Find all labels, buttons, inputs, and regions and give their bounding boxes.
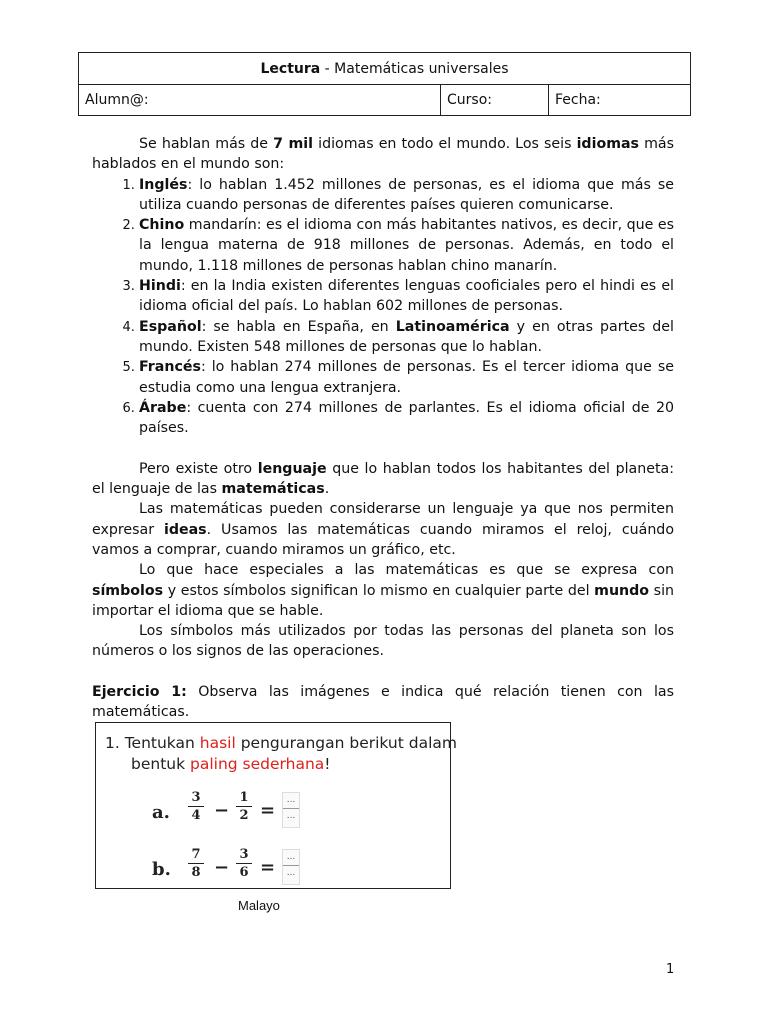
image-instruction-line1: 1. Tentukan hasil pengurangan berikut dalam — [105, 734, 457, 752]
paragraph-ideas: Las matemáticas pueden considerarse un lenguaje ya que nos permiten expresar ideas. Usamos las matemáticas cuando miramos el reloj, cuándo vamos a comprar, cuando miramos un gráfico, etc. — [92, 501, 674, 558]
page-number: 1 — [666, 962, 675, 977]
title-bold: Lectura — [260, 60, 321, 77]
languages-list — [92, 175, 674, 439]
list-item: 5. Francés: lo hablan 274 millones de personas. Es el tercer idioma que se estudia como una lengua extranjera. — [139, 357, 674, 398]
paragraph-lenguaje: Pero existe otro lenguaje que lo hablan todos los habitantes del planeta: el lenguaje de las matemáticas. — [92, 460, 674, 498]
paragraph-simbolos: Lo que hace especiales a las matemáticas es que se expresa con símbolos y estos símbolos significan lo mismo en cualquier parte del mundo sin importar el idioma que se hable. — [92, 562, 675, 619]
list-item: 2. Chino mandarín: es el idioma con más habitantes nativos, es decir, que es la lengua materna de 918 millones de personas. Además, en todo el mundo, 1.118 millones de personas hablan chino manarín. — [139, 215, 674, 276]
reading-text — [92, 134, 674, 723]
header-table — [78, 52, 691, 116]
worksheet-title — [79, 53, 691, 85]
fraction: $\frac{7}{8}$ — [188, 846, 204, 881]
answer-blank[interactable]: ... ... — [282, 849, 300, 885]
list-item: 4. Español: se habla en España, en Latinoamérica y en otras partes del mundo. Existen 548 millones de personas que lo hablan. — [139, 317, 674, 358]
intro-paragraph: Se hablan más de 7 mil idiomas en todo el mundo. Los seis idiomas más hablados en el mundo son: — [92, 136, 675, 173]
student-field[interactable]: Alumn@: — [79, 85, 441, 116]
answer-blank[interactable]: ... ... — [282, 792, 300, 828]
malay-exercise-image: 1. Tentukan hasil pengurangan berikut dalam bentuk paling sederhana! a. $\frac{3}{4}$ − $\frac{1}{2}$ = ... ... b. $\frac{7}{8}$ − $\frac{3}{6}$ = ... ... — [95, 722, 451, 889]
list-item: 1. Inglés: lo hablan 1.452 millones de personas, es el idioma que más se utiliza cuando personas de diferentes países quieren comunicarse. — [139, 175, 674, 216]
course-field[interactable]: Curso: — [441, 85, 549, 116]
image-caption: Malayo — [238, 898, 280, 913]
date-field[interactable]: Fecha: — [549, 85, 691, 116]
minus-sign: − — [214, 857, 230, 878]
fraction: $\frac{1}{2}$ — [236, 789, 252, 824]
fraction: $\frac{3}{6}$ — [236, 846, 252, 881]
image-instruction-line2: bentuk paling sederhana! — [131, 755, 331, 773]
list-item: 3. Hindi: en la India existen diferentes lenguas cooficiales pero el hindi es el idioma oficial del país. Lo hablan 602 millones de personas. — [139, 276, 674, 317]
equals-sign: = — [260, 800, 276, 821]
equals-sign: = — [260, 857, 276, 878]
paragraph-numeros: Los símbolos más utilizados por todas las personas del planeta son los números o los signos de las operaciones. — [92, 623, 674, 660]
minus-sign: − — [214, 800, 230, 821]
fraction: $\frac{3}{4}$ — [188, 789, 204, 824]
title-rest: - Matemáticas universales — [320, 60, 509, 77]
exercise-instruction: Ejercicio 1: Observa las imágenes e indica qué relación tienen con las matemáticas. — [92, 684, 674, 721]
list-item: 6. Árabe: cuenta con 274 millones de parlantes. Es el idioma oficial de 20 países. — [139, 398, 674, 439]
